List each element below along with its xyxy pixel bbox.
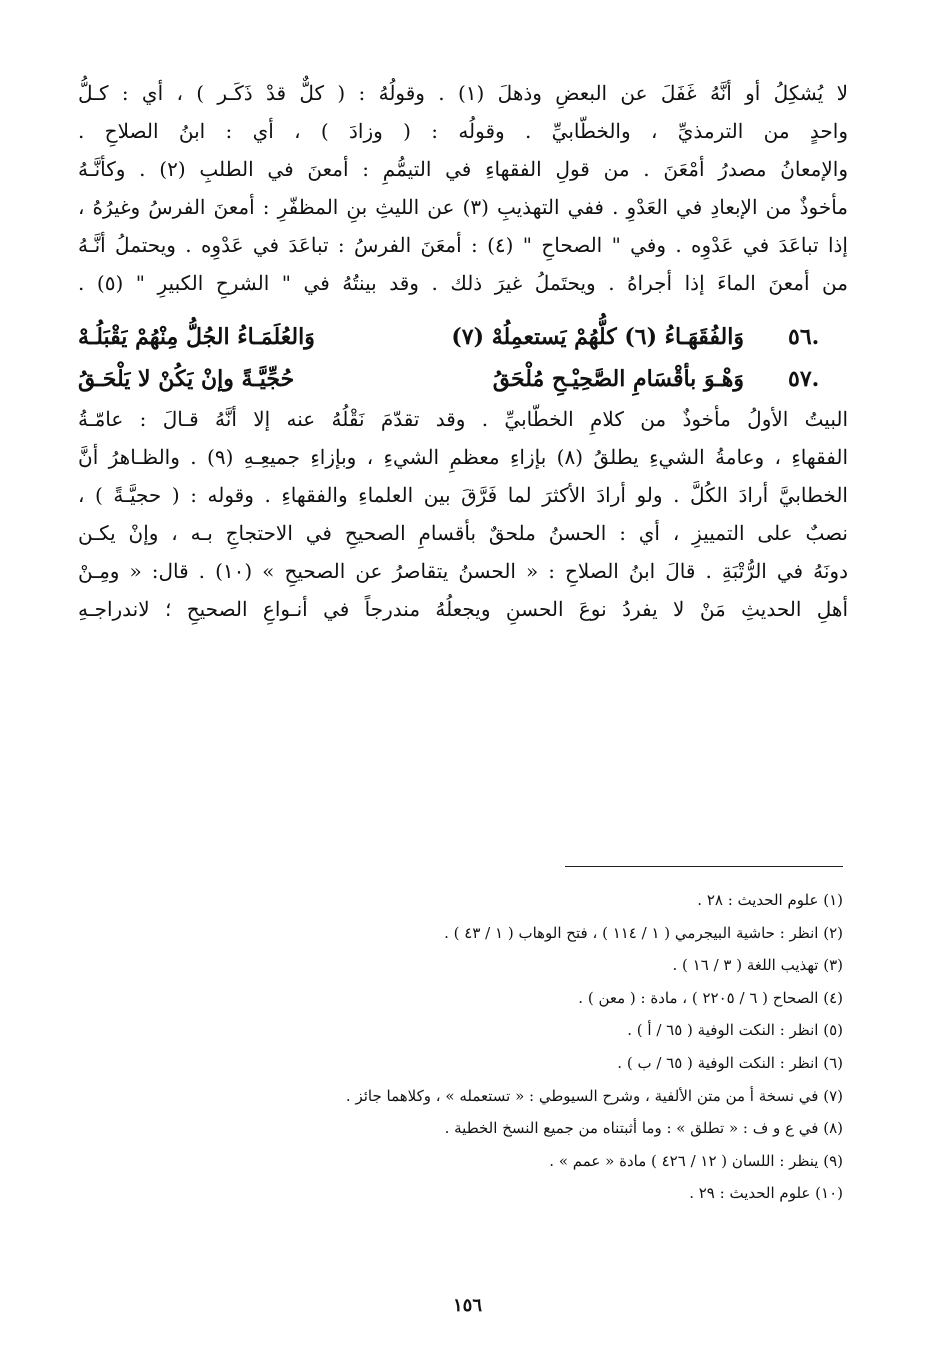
text-line: واحدٍ من الترمذيِّ ، والخطّابيِّ . وقولُه : ( وزادَ ) ، أي : ابنُ الصلاحِ . (78, 119, 848, 143)
footnote: (٥) انظر : النكت الوفية ( ٦٥ / أ ) . (627, 1021, 843, 1040)
text-line: لا يُشكِلُ أو أنَّهُ غَفَلَ عن البعضِ وذهلَ (١) . وقولُهُ : ( كلٌّ قدْ ذَكَـر ) ، أي : كـلُّ (78, 81, 848, 105)
verse-number: ٥٦. (788, 324, 820, 350)
footnote: (٣) تهذيب اللغة ( ٣ / ١٦ ) . (672, 956, 843, 975)
verse-first-hemistich: وَهْـوَ بأقْسَامِ الصَّحِيْـحِ مُلْحَقُ (492, 366, 744, 392)
main-text (78, 74, 848, 628)
verse-first-hemistich: وَالفُقَهَـاءُ (٦) كلُّهُمْ يَستعمِلُهْ (٧) (451, 324, 744, 350)
text-line: أهلِ الحديثِ مَنْ لا يفردُ نوعَ الحسنِ ويجعلُهُ مندرجاً في أنـواعِ الصحيحِ ؛ لاندراجـهِ (78, 597, 848, 621)
text-line: البيتُ الأولُ مأخوذٌ من كلامِ الخطّابيِّ . وقد تقدّمَ نَقْلُهُ عنه إلا أنَّهُ قـالَ : عامّـةُ (78, 407, 848, 431)
text-line: مأخوذٌ من الإبعادِ في العَدْوِ . ففي التهذيبِ (٣) عن الليثِ بنِ المظفّرِ : أمعنَ الفرسُ وغيرُهُ ، (78, 195, 848, 219)
verse-56 (78, 316, 848, 358)
verse-57 (78, 358, 848, 400)
verse-number: ٥٧. (788, 366, 820, 392)
footnote: (٦) انظر : النكت الوفية ( ٦٥ / ب ) . (617, 1053, 843, 1072)
footnote: (٩) ينظر : اللسان ( ١٢ / ٤٢٦ ) مادة « عمم » . (549, 1151, 843, 1170)
text-line: الفقهاءِ ، وعامةُ الشيءِ يطلقُ (٨) بإزاءِ معظمِ الشيءِ ، وبإزاءِ جميعِـهِ (٩) . والظـاهرُ أنَّ (78, 445, 848, 469)
text-line: إذا تباعَدَ في عَدْوِه . وفي " الصحاحِ " (٤) : أمعَنَ الفرسُ : تباعَدَ في عَدْوِه . ويحتملُ أنَّـهُ (78, 233, 848, 257)
verse-second-hemistich: حُجِّيَّـةً وإنْ يَكُنْ لا يَلْحَـقُ (78, 366, 295, 392)
footnote-divider (565, 866, 843, 867)
footnote: (٨) في ع و ف : « تطلق » : وما أثبتناه من جميع النسخ الخطية . (444, 1119, 843, 1138)
text-line: من أمعنَ الماءَ إذا أجراهُ . ويحتَملُ غيرَ ذلك . وقد بينتُهُ في " الشرحِ الكبيرِ " (٥) . (78, 271, 848, 295)
footnote: (٤) الصحاح ( ٦ / ٢٢٠٥ ) ، مادة : ( معن ) . (578, 988, 843, 1007)
footnote: (٢) انظر : حاشية البيجرمي ( ١ / ١١٤ ) ، فتح الوهاب ( ١ / ٤٣ ) . (444, 923, 843, 942)
text-line: نصبٌ على التمييزِ ، أي : الحسنُ ملحقٌ بأقسامِ الصحيحِ في الاحتجاجِ بـه ، وإنْ يكـن (78, 521, 848, 545)
text-line: الخطابيَّ أرادَ الكُلَّ . ولو أرادَ الأكثرَ لما فَرَّقَ بين العلماءِ والفقهاءِ . وقوله : ( حجيَّـةً ) ، (78, 483, 848, 507)
footnotes (83, 884, 843, 1210)
footnote: (٧) في نسخة أ من متن الألفية ، وشرح السيوطي : « تستعمله » ، وكلاهما جائز . (345, 1086, 843, 1105)
footnote: (١٠) علوم الحديث : ٢٩ . (689, 1184, 843, 1203)
footnote: (١) علوم الحديث : ٢٨ . (697, 891, 843, 909)
page-number: ١٥٦ (452, 1295, 482, 1316)
verse-second-hemistich: وَالعُلَمَـاءُ الجُلُّ مِنْهُمْ يَقْبَلُـهْ (78, 324, 315, 350)
text-line: والإمعانُ مصدرُ أمْعَنَ . من قولِ الفقهاءِ في التيمُّمِ : أمعنَ في الطلبِ (٢) . وكأنَّـهُ (78, 157, 848, 181)
text-line: دونَهُ في الرُّتْبَةِ . قالَ ابنُ الصلاحِ : « الحسنُ يتقاصرُ عن الصحيحِ » (١٠) . قال: « ومِـنْ (78, 559, 848, 583)
